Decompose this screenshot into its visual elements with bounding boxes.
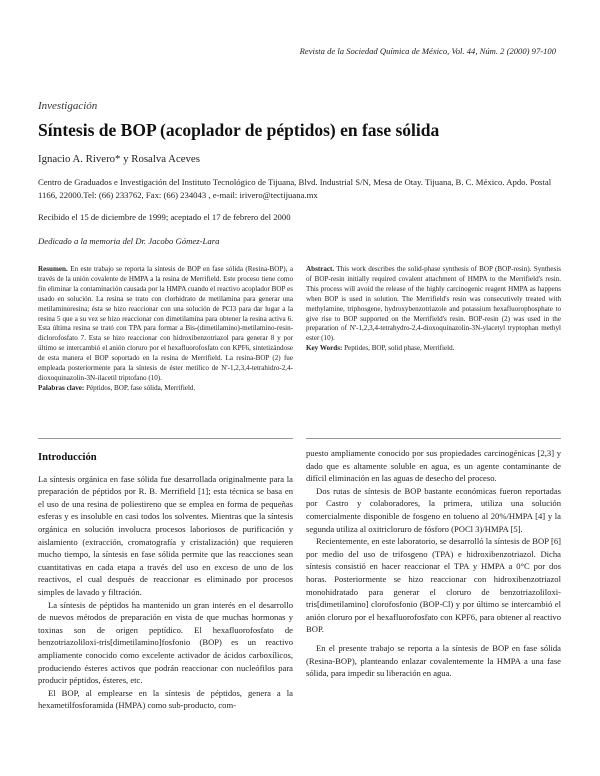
resumen-text: En este trabajo se reporta la síntesis de BOP en fase sólida (Resina-BOP), a través de la unión covalente de HMPA a la resina de Merrifield. Este proceso tiene como fin eliminar la contaminación causada por la HMPA cuando el reactivo acoplador BOP es usado en solución. La resina se trato con clorhidrato de metilamina para generar una metilaminoresina; ésta se hizo reaccionar con una solución de PCl3 para dar lugar a la resina 5 que a su vez se hizo reaccionar con dimetilamina para obtener la resina activa 6. Esta última resina se trató con TPA para formar a Bis-(dimetilamino)-metilamino-resin-diclorofosfato 7. Esta se hizo reaccionar con hidroxibenzotriazol para generar 8 y por último se intercambió el anión cloruro por el hexafluorofosfato con KPF6, sintetizándose de esta manera el BOP soportado en la resina de Merrifield. La resina-BOP (2) fue empleada posteriormente para la síntesis de éster metílico de N'-1,2,3,4-tetrahidro-2,4-dioxoquinazolin-3N-ilacetil triptofano (10). <box>38 265 293 382</box>
body-paragraph: En el presente trabajo se reporta a la síntesis de BOP en fase sólida (Resina-BOP), planteando enlazar covalentemente la HMPA a una fase sólida, para impedir su liberación en agua. <box>306 642 561 679</box>
resumen-keywords-label: Palabras clave: <box>38 383 85 392</box>
body-paragraph: La síntesis de péptidos ha mantenido un gran interés en el desarrollo de nuevos métodos de preparación en vista de que muchas hormonas y toxinas son de origen peptídico. El hexafluorofosfato de benzotriazoliloxi-tris[dimetilamino]fosfonio (BOP) es un reactivo ampliamente conocido como excelente activador de ácidos carboxílicos, produciendo ésteres activos que podrán reaccionar con nucleófilos para producir péptidos, ésteres, etc. <box>38 599 293 686</box>
abstract-block <box>306 265 561 354</box>
authors: Ignacio A. Rivero* y Rosalva Aceves <box>38 153 200 165</box>
resumen-label: Resumen. <box>38 265 68 273</box>
body-paragraph: El BOP, al emplearse en la síntesis de péptidos, genera a la hexametilfosforamida (HMPA) como sub-producto, com- <box>38 687 293 711</box>
received-dates: Recibido el 15 de diciembre de 1999; aceptado el 17 de febrero del 2000 <box>38 212 291 222</box>
body-paragraph: puesto ampliamente conocido por sus propiedades carcinogénicas [2,3] y dado que es altamente soluble en agua, es un agente contaminante de difícil eliminación en las aguas de desecho del proceso. <box>306 448 561 484</box>
article-title: Síntesis de BOP (acoplador de péptidos) en fase sólida <box>38 120 440 140</box>
resumen-keywords-text: Péptidos, BOP, fase sólida, Merrifield. <box>86 383 196 392</box>
dedication: Dedicado a la memoria del Dr. Jacobo Gómez-Lara <box>38 236 220 246</box>
body-column-right <box>306 447 561 680</box>
body-paragraph: Recientemente, en este laboratorio, se desarrolló la síntesis de BOP [6] por medio del uso de trifosgeno (TPA) e hidroxibenzotriazol. Dicha síntesis consistió en hacer reaccionar el TPA y HMPA a 0°C por dos horas. Posteriormente se hizo reaccionar con hidroxibenzotriazol monohidratado para generar el cloruro de benzotriazoliloxi-tris[dimetilamino] clorofosfonio (BOP-Cl) y por último se intercambió el anión cloruro por el hexafluorofosfato con KPF6, para obtener al reactivo BOP. <box>306 536 561 635</box>
body-paragraph: La síntesis orgánica en fase sólida fue desarrollada originalmente para la preparación de péptidos por R. B. Merrifield [1]; esta técnica se basa en el uso de una resina de poliestireno que se emplea en forma de pequeñas esferas y es insoluble en casi todos los solventes. Mientras que la síntesis orgánica en solución involucra procesos laboriosos de purificación y aislamiento (extracción, cromatografía y cristalización) que requieren mucho tiempo, la síntesis en fase sólida permite que las reacciones sean cuantitativas en cada etapa a través del uso en exceso de uno de los reactivos, el cual después de reaccionar es eliminado por procesos simples de lavado y filtración. <box>38 473 293 597</box>
body-paragraph: Dos rutas de síntesis de BOP bastante económicas fueron reportadas por Castro y colaboradores, la primera, utiliza una solución comercialmente disponible de fosgeno en tolueno al 20%/HMPA [4] y la segunda utiliza al oxitricloruro de fósforo (POCl 3)/HMPA [5]. <box>306 485 561 534</box>
resumen-keywords <box>38 384 293 394</box>
abstract-keywords-label: Key Words: <box>306 344 343 353</box>
body-column-left <box>38 452 293 712</box>
affiliation: Centro de Graduados e Investigación del Instituto Tecnológico de Tijuana, Blvd. Industrial S/N, Mesa de Otay. Tijuana, B. C. México. Apdo. Postal 1166, 22000.Tel: (66) 233762, Fax: (66) 234043 , e-mail: irivero@tectijuana.mx <box>38 177 552 200</box>
abstract-paragraph <box>306 265 561 344</box>
abstract-divider-left <box>38 438 293 439</box>
abstract-text: This work describes the solid-phase synthesis of BOP (BOP-resin). Synthesis of BOP-resin initially required covalent attachment of HMPA to the Merrifield's resin. This process will avoid the release of the highly carcinogenic reagent HMPA as happens when BOP is used in solution. The Merrifield's resin was consecutively treated with methylamine, triphosgene, hydroxybenzotriazole and potassium hexafluorophosphate to give rise to BOP supported on the Merrifield's resin. BOP-resin (2) was used in the preparation of N'-1,2,3,4-tetrahydro-2,4-dioxoquinazolin-3N-ylacetyl tryptophan methyl ester (10). <box>306 265 561 343</box>
journal-citation: Revista de la Sociedad Química de México, Vol. 44, Núm. 2 (2000) 97-100 <box>299 46 556 56</box>
intro-heading: Introducción <box>38 452 97 463</box>
abstract-keywords <box>306 344 561 354</box>
resumen-block <box>38 265 293 394</box>
abstract-label: Abstract. <box>306 265 335 273</box>
abstract-keywords-text: Peptides, BOP, solid phase, Merrifield. <box>344 344 455 353</box>
resumen-paragraph <box>38 265 293 384</box>
abstract-divider-right <box>306 438 561 439</box>
section-label: Investigación <box>38 100 98 112</box>
